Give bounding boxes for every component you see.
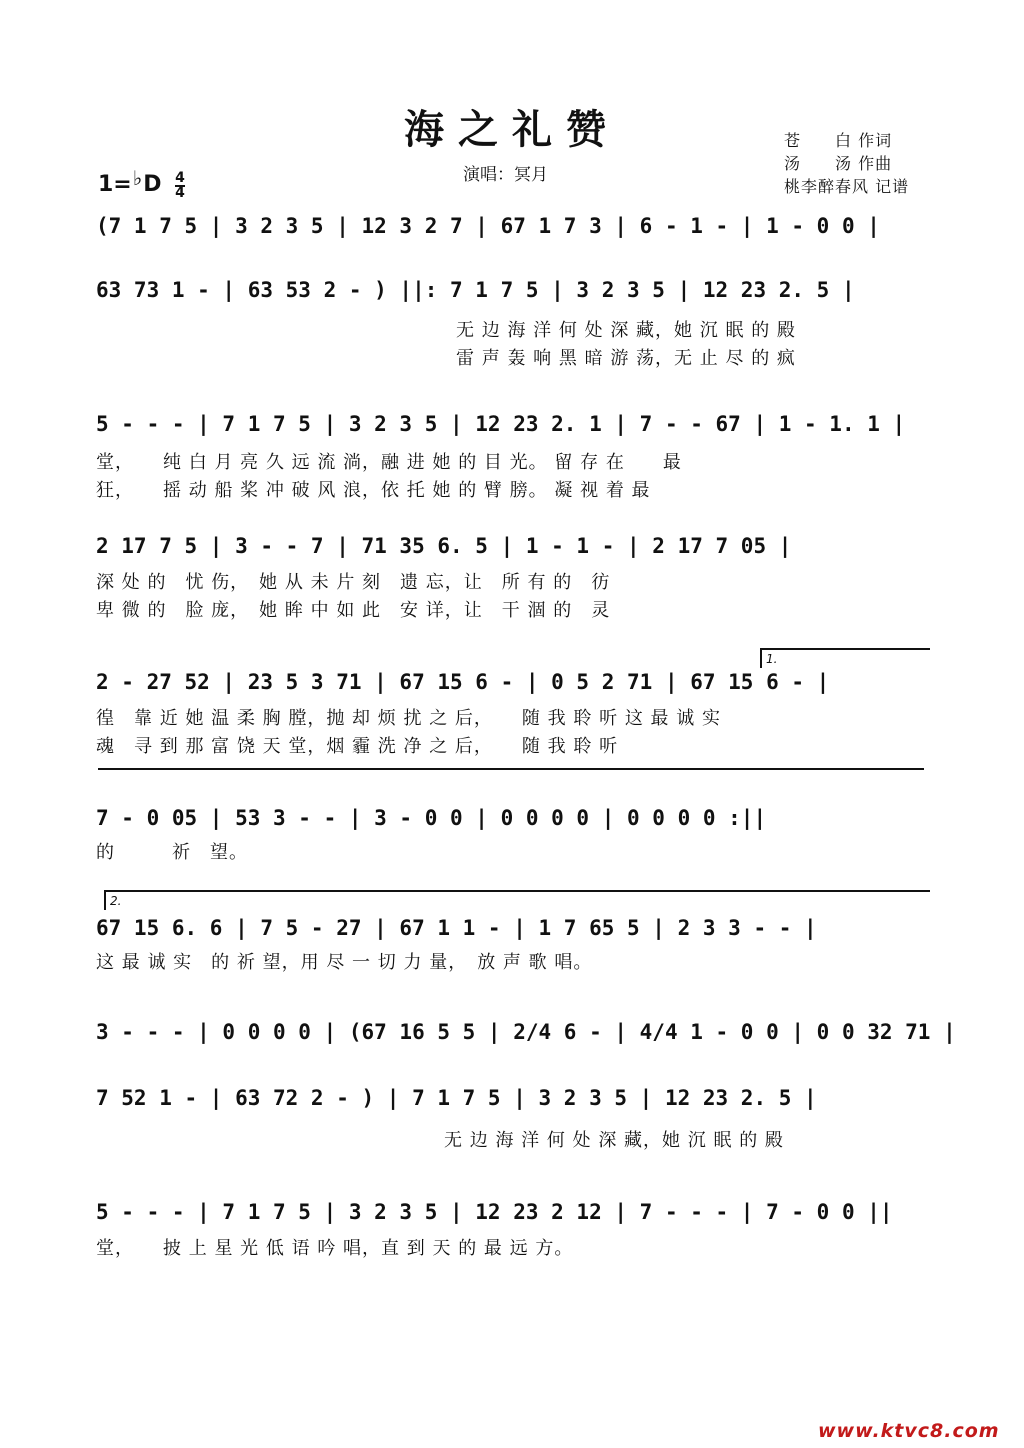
lyric-verse-1: 徨 靠 近 她 温 柔 胸 膛，抛 却 烦 扰 之 后， 随 我 聆 听 这 最 诚 实 [96,708,721,729]
lyric-verse-1: 无 边 海 洋 何 处 深 藏，她 沉 眠 的 殿 [456,320,796,341]
notation-line: 5 - - - | 7 1 7 5 | 3 2 3 5 | 12 23 2 12 | 7 - - - | 7 - 0 0 || [96,1200,893,1224]
lyric-verse-1: 这 最 诚 实 的 祈 望，用 尽 一 切 力 量， 放 声 歌 唱。 [96,952,593,973]
notation-line: 67 15 6. 6 | 7 5 - 27 | 67 1 1 - | 1 7 65 5 | 2 3 3 - - | [96,916,817,940]
lyric-verse-2: 卑 微 的 脸 庞， 她 眸 中 如 此 安 详，让 干 涸 的 灵 [96,600,611,621]
second-ending-bracket: 2. [104,890,930,910]
composer-credit: 汤 汤 作曲 [784,154,893,173]
time-signature-top: 4 [175,170,185,186]
key-note: D [143,172,162,197]
notation-line: 7 - 0 05 | 53 3 - - | 3 - 0 0 | 0 0 0 0 | 0 0 0 0 :|| [96,806,767,830]
key-signature [98,166,185,200]
lyric-verse-2: 狂， 摇 动 船 桨 冲 破 风 浪，依 托 她 的 臂 膀。 凝 视 着 最 [96,480,651,501]
first-ending-bracket: 1. [760,648,930,668]
notation-line: 5 - - - | 7 1 7 5 | 3 2 3 5 | 12 23 2. 1 | 7 - - 67 | 1 - 1. 1 | [96,412,906,436]
first-ending-line [98,768,924,770]
lyric-verse-1: 深 处 的 忧 伤， 她 从 未 片 刻 遗 忘，让 所 有 的 彷 [96,572,611,593]
site-watermark: www.ktvc8.com [818,1420,1000,1442]
lyric-verse-2: 魂 寻 到 那 富 饶 天 堂，烟 霾 洗 净 之 后， 随 我 聆 听 [96,736,619,757]
notation-line: 3 - - - | 0 0 0 0 | (67 16 5 5 | 2/4 6 - | 4/4 1 - 0 0 | 0 0 32 71 | [96,1020,956,1044]
key-prefix: 1= [98,172,132,197]
lyric-verse-2: 雷 声 轰 响 黑 暗 游 荡，无 止 尽 的 疯 [456,348,796,369]
time-signature-bottom: 4 [175,185,185,201]
notation-line: 7 52 1 - | 63 72 2 - ) | 7 1 7 5 | 3 2 3 5 | 12 23 2. 5 | [96,1086,817,1110]
flat-sign: ♭ [132,166,143,190]
lyric-verse-1: 堂， 披 上 星 光 低 语 吟 唱，直 到 天 的 最 远 方。 [96,1238,574,1259]
notation-line: 2 17 7 5 | 3 - - 7 | 71 35 6. 5 | 1 - 1 - | 2 17 7 05 | [96,534,792,558]
lyricist-credit: 苍 白 作词 [784,131,893,150]
singer-credit: 演唱：冥月 [463,165,548,185]
lyric-verse-1: 无 边 海 洋 何 处 深 藏，她 沉 眠 的 殿 [444,1130,784,1151]
notation-line: 63 73 1 - | 63 53 2 - ) ||: 7 1 7 5 | 3 2 3 5 | 12 23 2. 5 | [96,278,855,302]
time-signature [175,172,185,200]
transcriber-credit: 桃李醉春风 记谱 [784,177,910,196]
lyric-verse-1: 的 祈 望。 [96,842,248,863]
song-title: 海之礼赞 [404,106,620,153]
notation-line: (7 1 7 5 | 3 2 3 5 | 12 3 2 7 | 67 1 7 3 | 6 - 1 - | 1 - 0 0 | [96,214,880,238]
notation-line: 2 - 27 52 | 23 5 3 71 | 67 15 6 - | 0 5 2 71 | 67 15 6 - | [96,670,830,694]
lyric-verse-1: 堂， 纯 白 月 亮 久 远 流 淌，融 进 她 的 目 光。 留 存 在 最 [96,452,682,473]
